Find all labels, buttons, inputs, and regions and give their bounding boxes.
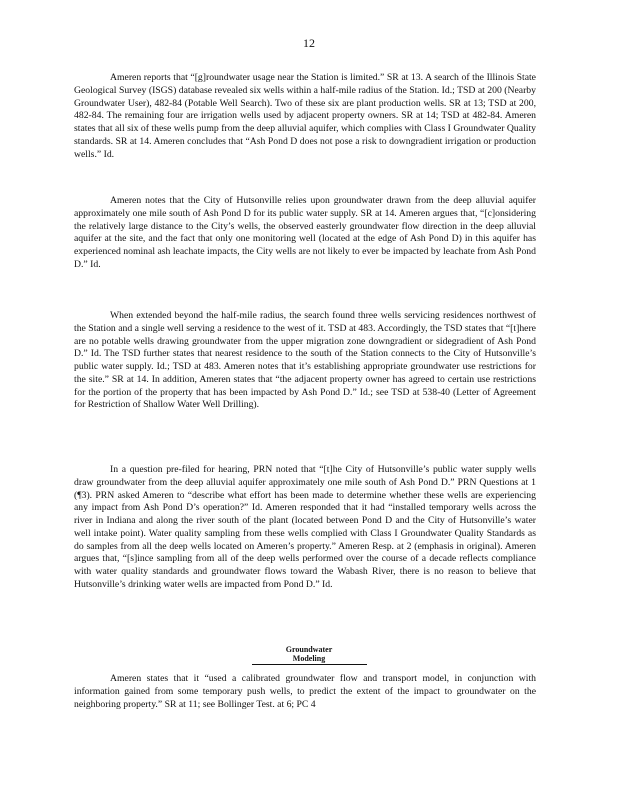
paragraph-groundwater-usage: Ameren reports that “[g]roundwater usage near the Station is limited.” SR at 13. A search of the Illinois State Geological Survey (ISGS) database revealed six wells within a half-mile radius of the Station. Id.; TSD at 200 (Nearby Groundwater User), 482-84 (Potable Well Search). Two of these six are plant production wells. SR at 13; TSD at 200, 482-84. The remaining four are irrigation wells used by adjacent property owners. SR at 14; TSD at 482-84. Ameren states that all six of these wells pump from the deep alluvial aquifer, which complies with Class I Groundwater Quality standards. SR at 14. Ameren concludes that “Ash Pond D does not pose a risk to downgradient irrigation or production wells.” Id.: [74, 72, 536, 160]
paragraph-extended-search: When extended beyond the half-mile radius, the search found three wells servicing residences northwest of the Station and a single well serving a residence to the west of it. TSD at 483. Accordingly, the TSD states that “[t]here are no potable wells drawing groundwater from the upper migration zone downgradient or sidegradient of Ash Pond D.” Id. The TSD further states that nearest residence to the south of the Station connects to the City of Hutsonville’s public water supply. Id.; TSD at 483. Ameren notes that it’s establishing appropriate groundwater use restrictions for the site.” SR at 14. In addition, Ameren states that “the adjacent property owner has agreed to certain use restrictions for the portion of the property that has been impacted by Ash Pond D.” Id.; see TSD at 538-40 (Letter of Agreement for Restriction of Shallow Water Well Drilling).: [74, 310, 536, 411]
section-heading: [0, 645, 618, 665]
section-heading-text: Groundwater Modeling: [252, 645, 367, 665]
paragraph-city-water-supply: Ameren notes that the City of Hutsonville relies upon groundwater drawn from the deep alluvial aquifer approximately one mile south of Ash Pond D for its public water supply. SR at 14. Ameren argues that, “[c]onsidering the relatively large distance to the City’s wells, the observed easterly groundwater flow direction in the deep alluvial aquifer at the site, and the fact that only one monitoring well (located at the edge of Ash Pond D) in this aquifer has experienced nominal ash leachate impacts, the City wells are not likely to ever be impacted by leachate from Ash Pond D.” Id.: [74, 195, 536, 270]
paragraph-groundwater-model: Ameren states that it “used a calibrated groundwater flow and transport model, in conjunction with information gained from some temporary push wells, to predict the extent of the impact to groundwater on the neighboring property.” SR at 11; see Bollinger Test. at 6; PC 4: [74, 673, 536, 710]
page-number: 12: [303, 36, 315, 50]
paragraph-prn-question: In a question pre-filed for hearing, PRN noted that “[t]he City of Hutsonville’s public water supply wells draw groundwater from the deep alluvial aquifer approximately one mile south of Ash Pond D.” PRN Questions at 1 (¶3). PRN asked Ameren to “describe what effort has been made to determine whether these wells are experiencing any impact from Ash Pond D’s operation?” Id. Ameren responded that it had “installed temporary wells across the river in Indiana and along the river south of the plant (located between Pond D and the City of Hutsonville’s water well intake point). Water quality sampling from these wells complied with Class I Groundwater Quality Standards as do samples from all the deep wells located on Ameren’s property.” Ameren Resp. at 2 (emphasis in original). Ameren argues that, “[s]ince sampling from all of the deep wells performed over the course of a decade reflects compliance with water quality standards and groundwater flows toward the Wabash River, there is no reason to believe that Hutsonville’s drinking water wells are impacted from Pond D.” Id.: [74, 464, 536, 590]
